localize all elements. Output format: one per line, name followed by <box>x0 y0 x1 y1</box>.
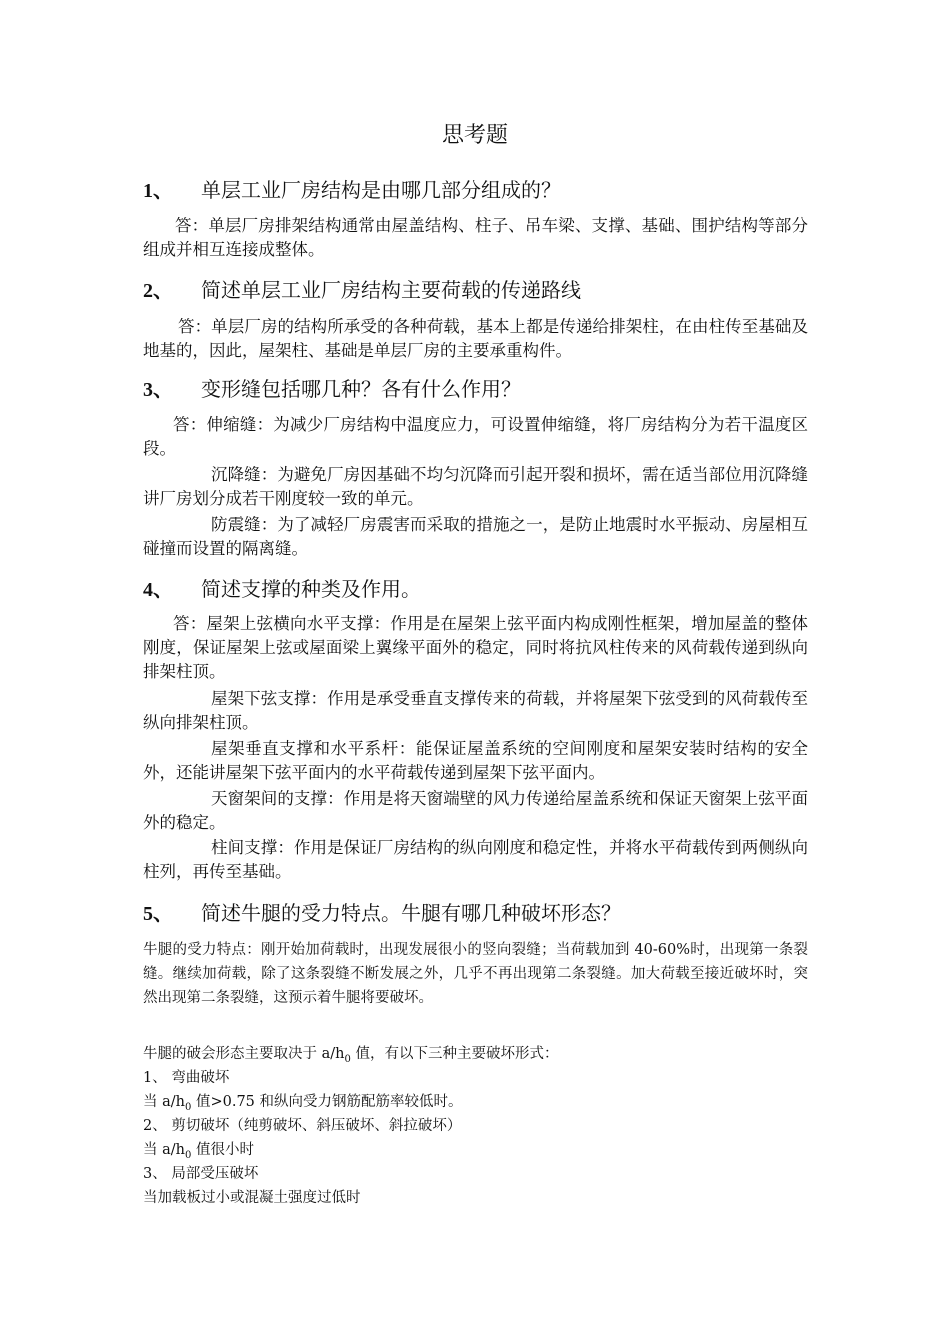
intro-text: 牛腿的破会形态主要取决于 a/h <box>143 1046 345 1062</box>
question-text: 单层工业厂房结构是由哪几部分组成的？ <box>201 178 561 202</box>
question-2 <box>143 274 581 303</box>
desc-text: 当 a/h <box>143 1142 185 1158</box>
answer-4-vertical-bracing: 屋架垂直支撑和水平系杆：能保证屋盖系统的空间刚度和屋架安装时结构的安全外，还能讲屋架下弦平面内的水平荷载传递到屋架下弦平面内。 <box>143 739 808 782</box>
answer-5-intro <box>143 1042 558 1065</box>
failure-mode-2-desc <box>143 1138 254 1161</box>
failure-mode-2: 2、 剪切破坏（纯剪破坏、斜压破坏、斜拉破坏） <box>143 1118 462 1134</box>
question-number: 1、 <box>143 180 173 202</box>
question-text: 变形缝包括哪几种？各有什么作用？ <box>201 377 521 401</box>
subscript: 0 <box>184 1101 192 1113</box>
answer-3-seismic-joint: 防震缝：为了减轻厂房震害而采取的措施之一，是防止地震时水平振动、房屋相互碰撞而设置的隔离缝。 <box>143 515 808 558</box>
failure-mode-3-desc: 当加载板过小或混凝土强度过低时 <box>143 1190 361 1206</box>
question-1 <box>143 174 561 203</box>
question-3 <box>143 373 521 402</box>
subscript: 0 <box>184 1149 192 1161</box>
question-text: 简述单层工业厂房结构主要荷载的传递路线 <box>201 278 581 302</box>
page-title: 思考题 <box>441 123 508 148</box>
answer-4-skylight-bracing: 天窗架间的支撑：作用是将天窗端壁的风力传递给屋盖系统和保证天窗架上弦平面外的稳定。 <box>143 789 808 832</box>
desc-text-cont: 值很小时 <box>191 1142 254 1158</box>
failure-mode-3: 3、 局部受压破坏 <box>143 1166 259 1182</box>
answer-3-settlement-joint: 沉降缝：为避免厂房因基础不均匀沉降而引起开裂和损坏，需在适当部位用沉降缝讲厂房划分成若干刚度较一致的单元。 <box>143 465 808 508</box>
question-text: 简述牛腿的受力特点。牛腿有哪几种破坏形态？ <box>201 901 621 925</box>
answer-4-top-chord-bracing: 答：屋架上弦横向水平支撑：作用是在屋架上弦平面内构成刚性框架，增加屋盖的整体刚度，保证屋架上弦或屋面梁上翼缘平面外的稳定，同时将抗风柱传来的风荷载传递到纵向排架柱顶。 <box>143 614 808 681</box>
question-text: 简述支撑的种类及作用。 <box>201 577 421 601</box>
question-4 <box>143 573 421 602</box>
question-number: 4、 <box>143 579 173 601</box>
failure-mode-1-desc <box>143 1090 463 1113</box>
question-5 <box>143 897 621 926</box>
answer-3-expansion-joint: 答：伸缩缝：为减少厂房结构中温度应力，可设置伸缩缝，将厂房结构分为若干温度区段。 <box>143 415 808 458</box>
answer-4-column-bracing: 柱间支撑：作用是保证厂房结构的纵向刚度和稳定性，并将水平荷载传到两侧纵向柱列，再传至基础。 <box>143 838 808 881</box>
answer-1: 答：单层厂房排架结构通常由屋盖结构、柱子、吊车梁、支撑、基础、围护结构等部分组成并相互连接成整体。 <box>143 216 808 259</box>
answer-5-features: 牛腿的受力特点：刚开始加荷载时，出现发展很小的竖向裂缝；当荷载加到 40-60%时，出现第一条裂缝。继续加荷载，除了这条裂缝不断发展之外，几乎不再出现第二条裂缝。加大荷载至接近破坏时，突然出现第二条裂缝，这预示着牛腿将要破坏。 <box>143 942 808 1006</box>
failure-mode-1: 1、 弯曲破坏 <box>143 1070 230 1086</box>
question-number: 3、 <box>143 379 173 401</box>
desc-text-cont: 值>0.75 和纵向受力钢筋配筋率较低时。 <box>191 1094 463 1110</box>
desc-text: 当 a/h <box>143 1094 185 1110</box>
intro-text-cont: 值，有以下三种主要破坏形式： <box>350 1046 559 1062</box>
answer-4-bottom-chord-bracing: 屋架下弦支撑：作用是承受垂直支撑传来的荷载，并将屋架下弦受到的风荷载传至纵向排架柱顶。 <box>143 689 808 732</box>
question-number: 2、 <box>143 280 173 302</box>
subscript: 0 <box>344 1053 351 1065</box>
question-number: 5、 <box>143 903 173 925</box>
answer-2: 答：单层厂房的结构所承受的各种荷载，基本上都是传递给排架柱，在由柱传至基础及地基的，因此，屋架柱、基础是单层厂房的主要承重构件。 <box>143 317 808 360</box>
